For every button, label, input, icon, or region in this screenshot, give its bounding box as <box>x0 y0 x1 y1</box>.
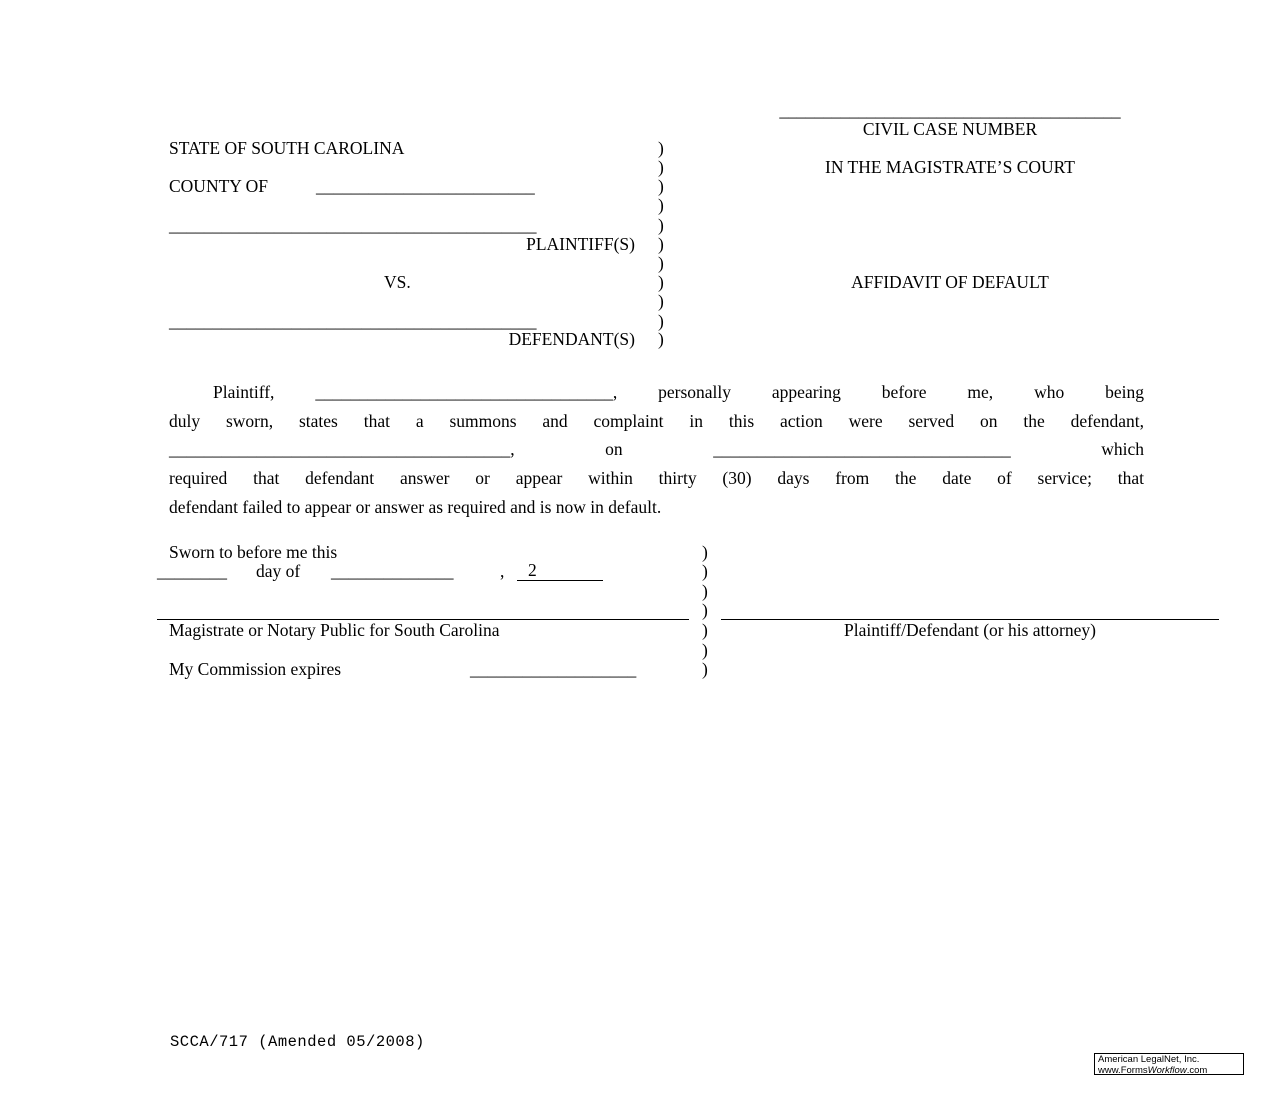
state-label: STATE OF SOUTH CAROLINA <box>169 138 405 158</box>
caption-paren: ) <box>658 291 664 311</box>
jurat-paren: ) <box>702 561 708 581</box>
jurat-paren: ) <box>702 600 708 620</box>
day-of-label: day of <box>256 561 301 581</box>
defendant-blank: __________________________________________ <box>169 311 537 331</box>
caption-paren: ) <box>658 234 664 254</box>
day-blank: ________ <box>157 561 227 581</box>
plaintiff-blank: __________________________________________ <box>169 215 537 235</box>
signer-label: Plaintiff/Defendant (or his attorney) <box>844 620 1096 640</box>
jurat-paren: ) <box>702 620 708 640</box>
year-underline <box>517 580 603 581</box>
caption-paren: ) <box>658 157 664 177</box>
caption-paren: ) <box>658 138 664 158</box>
defendant-name-blank: _______________________________________, <box>169 439 515 460</box>
paragraph-line: duly sworn, states that a summons and complaint in this action were served on the defendant, <box>169 410 1144 431</box>
paragraph-line: required that defendant answer or appear within thirty (30) days from the date of service; that <box>169 468 1144 489</box>
year-value: 2 <box>528 560 537 580</box>
case-number-label: CIVIL CASE NUMBER <box>862 119 1038 139</box>
vs-label: VS. <box>384 272 411 292</box>
paragraph-line: Plaintiff, __________________________________, personally appearing before me, who being <box>213 382 1144 402</box>
paragraph-line: defendant failed to appear or answer as required and is now in default. <box>169 496 662 517</box>
caption-paren: ) <box>658 272 664 292</box>
month-blank: ______________ <box>331 561 454 581</box>
paragraph-line: _______________________________________, on __________________________________ which <box>169 439 1144 460</box>
jurat-paren: ) <box>702 581 708 601</box>
case-number-blank: _______________________________________ <box>779 100 1121 120</box>
jurat-paren: ) <box>702 659 708 679</box>
plaintiff-label: PLAINTIFF(S) <box>526 234 635 254</box>
jurat-paren: ) <box>702 542 708 562</box>
caption-paren: ) <box>658 329 664 349</box>
plaintiff-name-blank: __________________________________ <box>315 382 613 402</box>
publisher-name: American LegalNet, Inc. <box>1098 1054 1200 1065</box>
form-id: SCCA/717 (Amended 05/2008) <box>170 1033 425 1051</box>
county-label: COUNTY OF <box>169 176 269 196</box>
comma: , <box>500 561 505 581</box>
magistrate-label: Magistrate or Notary Public for South Carolina <box>169 620 500 640</box>
court-label: IN THE MAGISTRATE’S COURT <box>825 157 1075 177</box>
caption-paren: ) <box>658 253 664 273</box>
caption-paren: ) <box>658 176 664 196</box>
caption-paren: ) <box>658 311 664 331</box>
jurat-paren: ) <box>702 640 708 660</box>
sworn-label: Sworn to before me this <box>169 542 338 562</box>
commission-blank: ___________________ <box>470 659 637 679</box>
county-blank: _________________________ <box>316 176 535 196</box>
defendant-label: DEFENDANT(S) <box>508 329 635 349</box>
publisher-site: www.FormsWorkflow.com <box>1098 1064 1208 1076</box>
caption-paren: ) <box>658 215 664 235</box>
caption-paren: ) <box>658 195 664 215</box>
commission-label: My Commission expires <box>169 659 342 679</box>
document-title: AFFIDAVIT OF DEFAULT <box>851 272 1049 292</box>
publisher-badge <box>1094 1053 1244 1075</box>
service-date-blank: __________________________________ <box>713 439 1011 460</box>
affidavit-paragraph <box>169 378 1144 522</box>
